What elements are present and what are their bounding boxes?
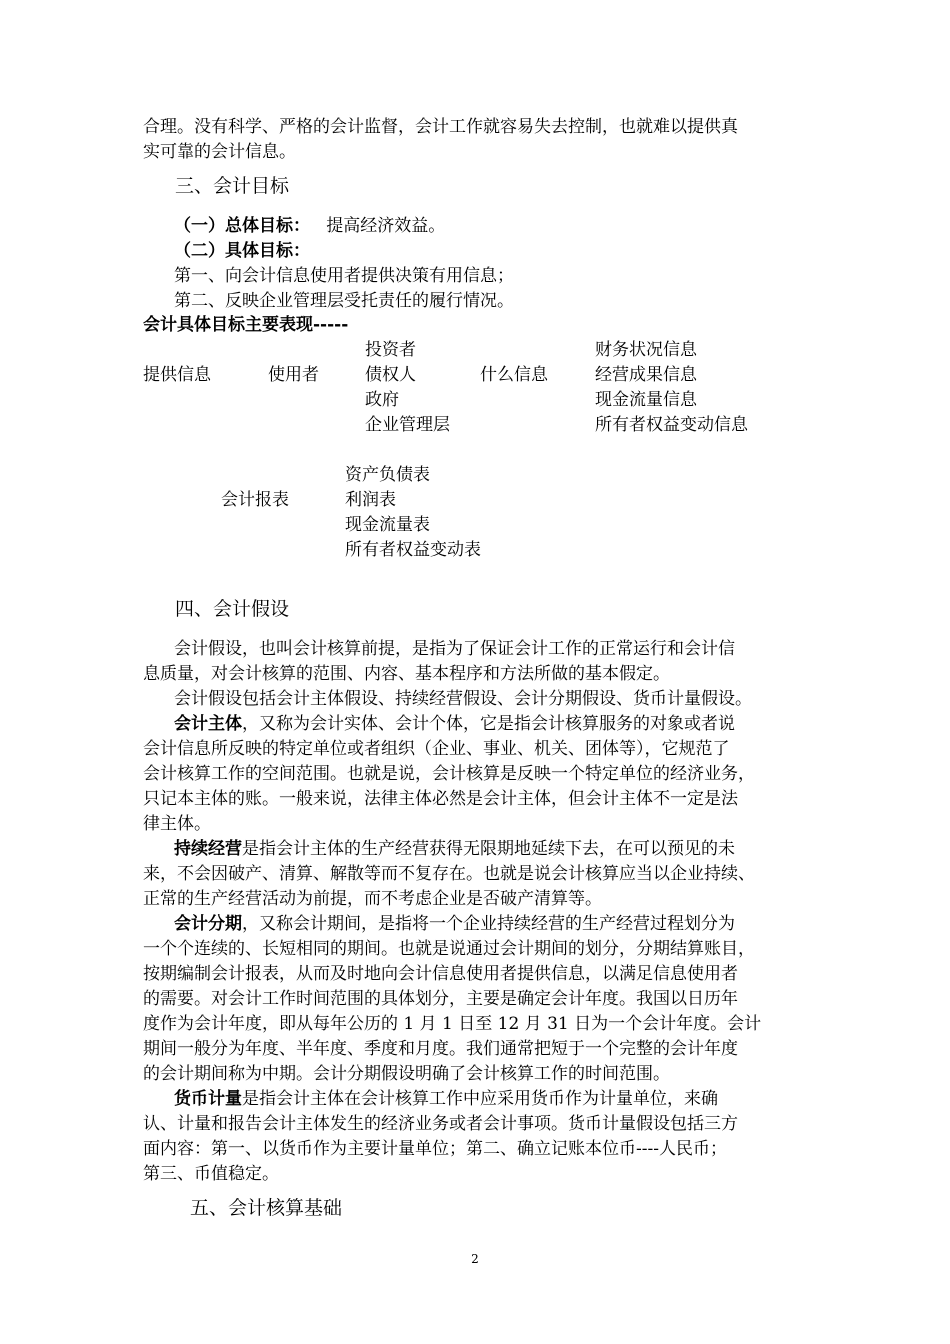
section-4-heading: 四、会计假设 (175, 598, 290, 620)
money-term: 货币计量 (174, 1089, 242, 1109)
money-line-2: 认、计量和报告会计主体发生的经济业务或者会计事项。货币计量假设包括三方 (143, 1114, 738, 1134)
period-line-5: 度作为会计年度，即从每年公历的 1 月 1 日至 12 月 31 日为一个会计年度。会计 (143, 1014, 762, 1034)
user-label: 使用者 (268, 365, 319, 385)
goal-1-label: （一）总体目标： (174, 216, 310, 236)
user-investor: 投资者 (365, 340, 416, 360)
what-info-label: 什么信息 (480, 365, 548, 385)
report-income: 利润表 (345, 490, 396, 510)
provide-info-label: 提供信息 (143, 365, 211, 385)
s4-p1-line-2: 息质量，对会计核算的范围、内容、基本程序和方法所做的基本假定。 (143, 664, 670, 684)
info-financial-position: 财务状况信息 (595, 340, 697, 360)
money-line-3: 面内容：第一、以货币作为主要计量单位；第二、确立记账本位币----人民币； (143, 1139, 727, 1159)
info-operating-results: 经营成果信息 (595, 365, 697, 385)
money-line-4: 第三、币值稳定。 (143, 1164, 279, 1184)
period-line-3: 按期编制会计报表，从而及时地向会计信息使用者提供信息，以满足信息使用者 (143, 964, 738, 984)
info-equity-changes: 所有者权益变动信息 (595, 415, 748, 435)
user-creditor: 债权人 (365, 365, 416, 385)
entity-line-3: 会计核算工作的空间范围。也就是说，会计核算是反映一个特定单位的经济业务， (143, 764, 755, 784)
perf-title: 会计具体目标主要表现----- (143, 315, 349, 335)
user-management: 企业管理层 (365, 415, 450, 435)
goal-item-1: 第一、向会计信息使用者提供决策有用信息； (174, 266, 514, 286)
period-line-4: 的需要。对会计工作时间范围的具体划分，主要是确定会计年度。我国以日历年 (143, 989, 738, 1009)
goal-1 (174, 214, 445, 239)
report-label: 会计报表 (221, 490, 289, 510)
entity-line-4: 只记本主体的账。一般来说，法律主体必然是会计主体，但会计主体不一定是法 (143, 789, 738, 809)
user-government: 政府 (365, 390, 399, 410)
goal-2-label: （二）具体目标： (174, 241, 310, 261)
period-line-7: 的会计期间称为中期。会计分期假设明确了会计核算工作的时间范围。 (143, 1064, 670, 1084)
period-line-2: 一个个连续的、长短相同的期间。也就是说通过会计期间的划分，分期结算账目， (143, 939, 755, 959)
report-cash-flow: 现金流量表 (345, 515, 430, 535)
going-line-3: 正常的生产经营活动为前提，而不考虑企业是否破产清算等。 (143, 889, 602, 909)
report-equity-changes: 所有者权益变动表 (345, 540, 481, 560)
entity-line-5: 律主体。 (143, 814, 211, 834)
period-term: 会计分期 (174, 914, 242, 934)
going-line-2: 来，不会因破产、清算、解散等而不复存在。也就是说会计核算应当以企业持续、 (143, 864, 755, 884)
intro-line-2: 实可靠的会计信息。 (143, 142, 296, 162)
s4-p2: 会计假设包括会计主体假设、持续经营假设、会计分期假设、货币计量假设。 (174, 689, 752, 709)
goal-item-2: 第二、反映企业管理层受托责任的履行情况。 (174, 291, 514, 311)
entity-term: 会计主体 (174, 714, 242, 734)
section-3-heading: 三、会计目标 (175, 175, 290, 197)
period-line-6: 期间一般分为年度、半年度、季度和月度。我们通常把短于一个完整的会计年度 (143, 1039, 738, 1059)
going-line-1: 持续经营是指会计主体的生产经营获得无限期地延续下去，在可以预见的未 (174, 839, 735, 859)
report-balance-sheet: 资产负债表 (345, 465, 430, 485)
going-term: 持续经营 (174, 839, 242, 859)
s4-p1-line-1: 会计假设，也叫会计核算前提，是指为了保证会计工作的正常运行和会计信 (174, 639, 735, 659)
goal-1-value: 提高经济效益。 (326, 216, 446, 236)
entity-line-2: 会计信息所反映的特定单位或者组织（企业、事业、机关、团体等），它规范了 (143, 739, 730, 759)
money-line-1: 货币计量是指会计主体在会计核算工作中应采用货币作为计量单位，来确 (174, 1089, 718, 1109)
entity-line-1: 会计主体，又称为会计实体、会计个体，它是指会计核算服务的对象或者说 (174, 714, 735, 734)
period-line-1: 会计分期，又称会计期间，是指将一个企业持续经营的生产经营过程划分为 (174, 914, 735, 934)
intro-line-1: 合理。没有科学、严格的会计监督，会计工作就容易失去控制，也就难以提供真 (143, 117, 738, 137)
section-5-heading: 五、会计核算基础 (190, 1197, 343, 1219)
info-cash-flow: 现金流量信息 (595, 390, 697, 410)
page-number: 2 (471, 1252, 479, 1266)
